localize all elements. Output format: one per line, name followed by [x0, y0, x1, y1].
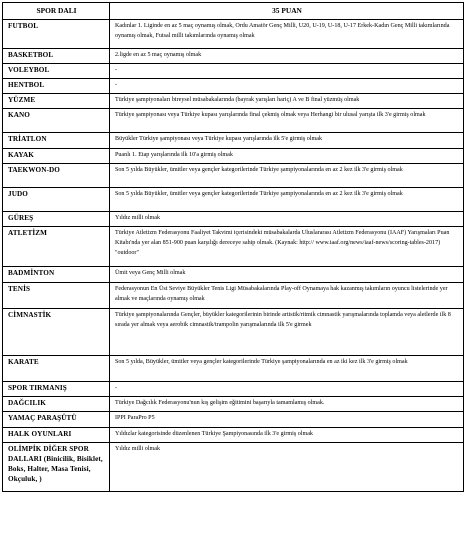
requirement-cell: - [110, 79, 464, 94]
table-row [3, 94, 464, 109]
sport-name-cell: KARATE [3, 356, 110, 382]
table-row [3, 164, 464, 188]
table-row [3, 267, 464, 283]
requirement-cell: Türkiye şampiyonası veya Türkiye kupası yarışlarında final çekmiş olmak veya Herhangi bir ulusal yarışta ilk 3'e girmiş olmak [110, 109, 464, 133]
table-row [3, 149, 464, 164]
requirement-cell: Türkiye Atletizm Federasyonu Faaliyet Takvimi içerisindeki müsabakalarda Uluslararası Atletizm Federasyonu (IAAF) Yarışmaları Puan Kitabı'nda yer alan 851-900 puan karşılığı dereceye sahip olmak. (Kaynak: http:// www.iaaf.org/news/iaaf-news/scoring-tables-2017) "outdoor" [110, 227, 464, 267]
sport-name-cell: JUDO [3, 188, 110, 212]
table-row [3, 227, 464, 267]
table-row [3, 443, 464, 492]
requirement-cell: Puanlı 1. Etap yarışlarında ilk 10'a girmiş olmak [110, 149, 464, 164]
requirement-cell: Yıldız milli olmak [110, 443, 464, 492]
sport-name-cell: FUTBOL [3, 20, 110, 49]
sport-name-cell: CİMNASTİK [3, 309, 110, 356]
requirement-cell: Federasyonun En Üst Seviye Büyükler Tenis Ligi Müsabakalarında Play-off Oynamaya hak kazanmış takımların oyuncu listelerinde yer almak ve maçlarında oynamış olmak [110, 283, 464, 309]
requirement-cell: - [110, 64, 464, 79]
sport-name-cell: TENİS [3, 283, 110, 309]
sport-name-cell: BASKETBOL [3, 49, 110, 64]
requirement-cell: Türkiye Dağcılık Federasyonu'nun kış gelişim eğitimini başarıyla tamamlamış olmak. [110, 397, 464, 412]
table-row [3, 428, 464, 443]
table-row [3, 109, 464, 133]
requirement-cell: Son 5 yılda Büyükler, ümitler veya gençler kategorilerinde Türkiye şampiyonalarında en az 2 kez ilk 3'e girmiş olmak [110, 188, 464, 212]
table-row [3, 283, 464, 309]
table-row [3, 188, 464, 212]
sport-name-cell: VOLEYBOL [3, 64, 110, 79]
requirement-cell: Kadınlar 1. Liginde en az 5 maç oynamış olmak, Ordu Amatör Genç Milli, U20, U-19, U-18, U-17 Erkek-Kadın Genç Milli takımlarında oynamış olmak, Futsal milli takımlarında oynamış olmak [110, 20, 464, 49]
sport-name-cell: GÜREŞ [3, 212, 110, 227]
requirement-cell: Son 5 yılda, Büyükler, ümitler veya gençler kategorilerinde Türkiye şampiyonalarında en az iki kez ilk 3'e girmiş olmak [110, 356, 464, 382]
sport-name-cell: SPOR TIRMANIŞ [3, 382, 110, 397]
sport-name-cell: KANO [3, 109, 110, 133]
requirement-cell: IPPI ParaPro P5 [110, 412, 464, 428]
header-sport-branch: SPOR DALI [3, 3, 110, 20]
sport-name-cell: DAĞCILIK [3, 397, 110, 412]
table-row [3, 49, 464, 64]
table-header-row [3, 3, 464, 20]
sport-name-cell: TAEKWON-DO [3, 164, 110, 188]
requirement-cell: Yıldız milli olmak [110, 212, 464, 227]
sport-name-cell: HENTBOL [3, 79, 110, 94]
table-row [3, 397, 464, 412]
sport-name-cell: YAMAÇ PARAŞÜTÜ [3, 412, 110, 428]
table-row [3, 309, 464, 356]
requirement-cell: Son 5 yılda Büyükler, ümitler veya gençler kategorilerinde Türkiye şampiyonalarında en az 2 kez ilk 3'e girmiş olmak [110, 164, 464, 188]
requirement-cell: 2.ligde en az 5 maç oynamış olmak [110, 49, 464, 64]
requirement-cell: Türkiye şampiyonaları bireysel müsabakalarında (bayrak yarışları hariç) A ve B final yüzmüş olmak [110, 94, 464, 109]
table-row [3, 212, 464, 227]
table-row [3, 133, 464, 149]
table-row [3, 79, 464, 94]
requirement-cell: Türkiye şampiyonalarında Gençler, büyükler kategorilerinin birinde artistik/ritmik cimnastik yarışmalarında toplamda veya aletlerde ilk 8 sırada yer almak veya aerobik cimnastik/trampolin yarışmalarında ilk 5'e girmek [110, 309, 464, 356]
table-row [3, 64, 464, 79]
criteria-table-body [3, 3, 464, 492]
sport-name-cell: TRİATLON [3, 133, 110, 149]
table-row [3, 20, 464, 49]
sport-name-cell: HALK OYUNLARI [3, 428, 110, 443]
requirement-cell: Yıldızlar kategorisinde düzenlenen Türkiye Şampiyonasında ilk 3'e girmiş olmak [110, 428, 464, 443]
sport-name-cell: KAYAK [3, 149, 110, 164]
sport-name-cell: YÜZME [3, 94, 110, 109]
sport-name-cell: BADMİNTON [3, 267, 110, 283]
header-points: 35 PUAN [110, 3, 464, 20]
sport-name-cell: ATLETİZM [3, 227, 110, 267]
requirement-cell: - [110, 382, 464, 397]
requirement-cell: Büyükler Türkiye şampiyonası veya Türkiye kupası yarışlarında ilk 5'e girmiş olmak [110, 133, 464, 149]
requirement-cell: Ümit veya Genç Milli olmak [110, 267, 464, 283]
criteria-table [2, 2, 464, 492]
table-row [3, 356, 464, 382]
table-row [3, 382, 464, 397]
table-row [3, 412, 464, 428]
sport-name-cell: OLİMPİK DİĞER SPOR DALLARI (Binicilik, Bisiklet, Boks, Halter, Masa Tenisi, Okçuluk, ) [3, 443, 110, 492]
